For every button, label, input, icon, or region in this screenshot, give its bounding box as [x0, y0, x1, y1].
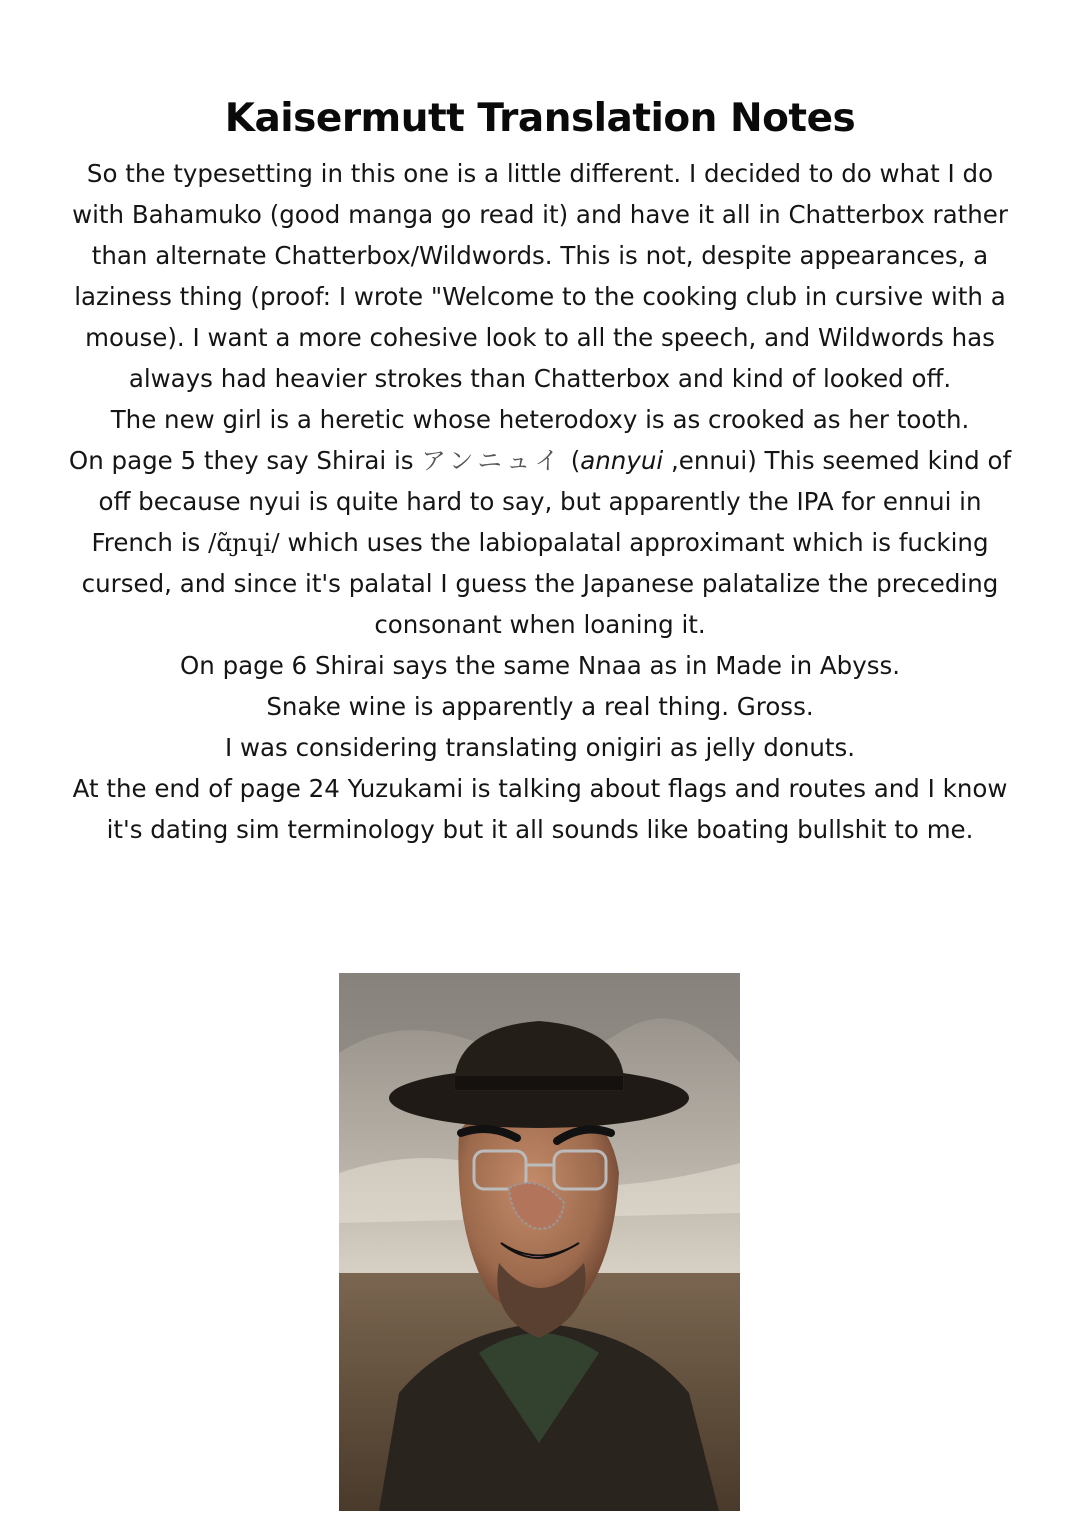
- ennui-middle: ,ennui) This seemed kind of off because nyui is quite hard to say, but apparently the IPA for ennui in French is: [91, 446, 1012, 557]
- ennui-suffix: which uses the labiopalatal approximant which is fucking cursed, and since it's palatal I guess the Japanese palatalize the preceding consonant when loaning it.: [81, 528, 999, 639]
- ipa-transcription: /ɑ̃ɲɥi/: [208, 528, 280, 557]
- note-paragraph-nnaa: On page 6 Shirai says the same Nnaa as in Made in Abyss.: [179, 651, 901, 680]
- notes-body: [60, 153, 1020, 850]
- note-paragraph-new-girl: The new girl is a heretic whose heterodoxy is as crooked as her tooth.: [110, 405, 970, 434]
- note-paragraph-onigiri: I was considering translating onigiri as jelly donuts.: [224, 733, 856, 762]
- portrait-photo: [339, 973, 740, 1511]
- note-paragraph-typesetting: So the typesetting in this one is a little different. I decided to do what I do with Bahamuko (good manga go read it) and have it all in Chatterbox rather than alternate Chatterbox/Wildwords. This is not, despite appearances, a laziness thing (proof: I wrote "Welcome to the cooking club in cursive with a mouse). I want a more cohesive look to all the speech, and Wildwords has always had heavier strokes than Chatterbox and kind of looked off.: [72, 159, 1008, 393]
- note-paragraph-ennui: [60, 440, 1020, 645]
- page-title: Kaisermutt Translation Notes: [224, 96, 856, 141]
- hat-band: [455, 1076, 623, 1090]
- note-paragraph-flags: At the end of page 24 Yuzukami is talking about flags and routes and I know it's dating sim terminology but it all sounds like boating bullshit to me.: [72, 774, 1008, 844]
- romaji-word: annyui: [580, 446, 664, 475]
- ennui-prefix: On page 5 they say Shirai is: [68, 446, 422, 475]
- ennui-open: (: [562, 446, 581, 475]
- note-paragraph-snake-wine: Snake wine is apparently a real thing. Gross.: [266, 692, 814, 721]
- japanese-word: アンニュイ: [421, 446, 563, 475]
